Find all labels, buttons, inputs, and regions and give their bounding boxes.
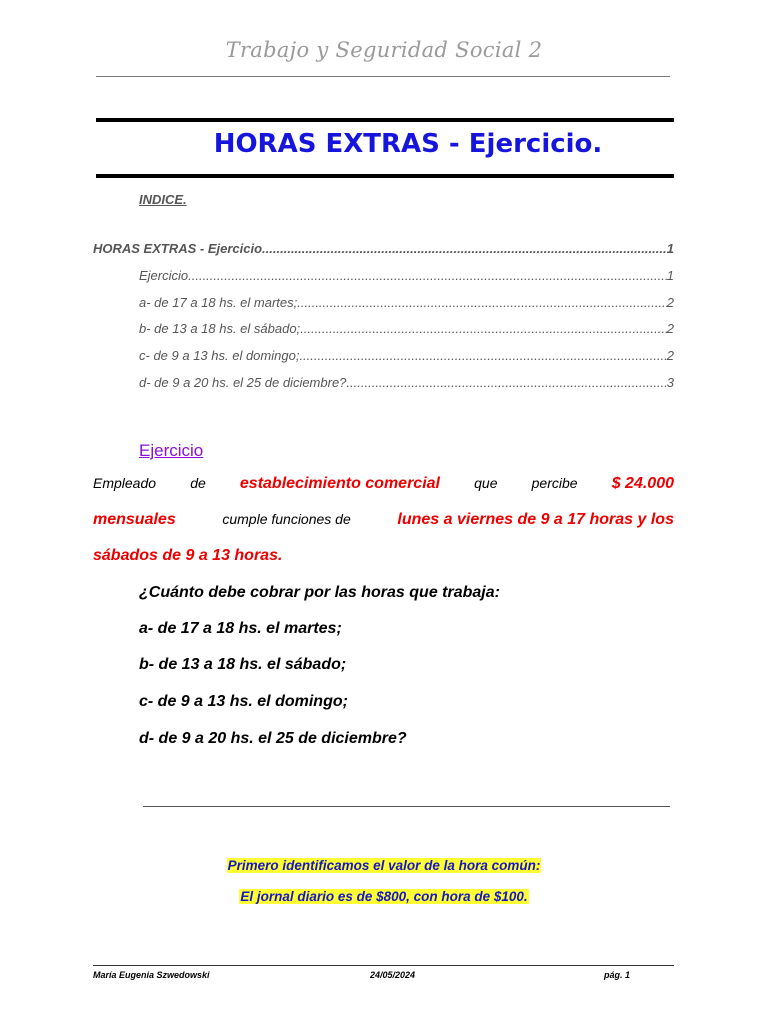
toc-entry[interactable] xyxy=(139,268,674,283)
toc-entry-text: Ejercicio xyxy=(139,268,189,283)
toc-entry[interactable] xyxy=(139,375,674,390)
toc-entry-page: 2 xyxy=(666,295,674,310)
toc-leader xyxy=(299,348,666,363)
question-item: c- de 9 a 13 hs. el domingo; xyxy=(139,693,348,710)
toc-leader xyxy=(346,375,666,390)
document-title: HORAS EXTRAS - Ejercicio. xyxy=(213,129,603,159)
toc-entry-page: 1 xyxy=(666,268,674,283)
footer-date: 24/05/2024 xyxy=(370,970,416,980)
highlight-line-2 xyxy=(0,888,768,906)
highlight-establishment: establecimiento comercial xyxy=(239,475,440,492)
toc-leader xyxy=(297,295,667,310)
footer-page-number: pág. 1 xyxy=(604,970,631,980)
toc-entry-page: 2 xyxy=(666,348,674,363)
footer-divider xyxy=(93,965,674,966)
paragraph-line-1 xyxy=(93,475,674,493)
toc-entry-text: d- de 9 a 20 hs. el 25 de diciembre? xyxy=(139,375,347,390)
para-word: de xyxy=(190,475,206,491)
toc-leader xyxy=(262,241,667,256)
highlighted-text: El jornal diario es de $800, con hora de $100. xyxy=(240,889,528,904)
para-word: que xyxy=(474,475,498,491)
highlight-salary: $ 24.000 xyxy=(611,475,674,492)
highlight-saturdays: sábados de 9 a 13 horas. xyxy=(93,547,283,564)
para-word: percibe xyxy=(531,475,578,491)
toc-entry-main[interactable] xyxy=(93,241,674,256)
index-heading: INDICE. xyxy=(139,192,187,207)
highlight-schedule: lunes a viernes de 9 a 17 horas y los xyxy=(397,511,674,528)
toc-entry-text: a- de 17 a 18 hs. el martes; xyxy=(139,295,298,310)
highlighted-text: Primero identificamos el valor de la hora común: xyxy=(227,858,541,873)
toc-entry-text: b- de 13 a 18 hs. el sábado; xyxy=(139,321,301,336)
para-word: Empleado xyxy=(93,475,157,491)
section-heading: Ejercicio xyxy=(139,441,204,460)
toc-entry-page: 3 xyxy=(666,375,674,390)
question-item: b- de 13 a 18 hs. el sábado; xyxy=(139,656,347,673)
running-header: Trabajo y Seguridad Social 2 xyxy=(225,38,543,62)
toc-leader xyxy=(300,321,667,336)
paragraph-line-3 xyxy=(93,547,674,565)
question-item: d- de 9 a 20 hs. el 25 de diciembre? xyxy=(139,730,407,747)
header-divider xyxy=(96,76,670,77)
toc-leader xyxy=(188,268,667,283)
paragraph-line-2 xyxy=(93,511,674,529)
toc-entry-page: 1 xyxy=(666,241,674,256)
question-item: a- de 17 a 18 hs. el martes; xyxy=(139,620,342,637)
title-rule-top xyxy=(96,118,674,122)
highlight-line-1 xyxy=(0,857,768,875)
toc-entry[interactable] xyxy=(139,295,674,310)
highlight-monthly: mensuales xyxy=(93,511,176,528)
question-text: ¿Cuánto debe cobrar por las horas que trabaja: xyxy=(139,584,500,601)
title-rule-bottom xyxy=(96,174,674,178)
toc-entry-page: 2 xyxy=(666,321,674,336)
section-divider xyxy=(143,806,670,807)
toc-entry-text: c- de 9 a 13 hs. el domingo; xyxy=(139,348,300,363)
toc-entry[interactable] xyxy=(139,348,674,363)
footer-author: María Eugenia Szwedowski xyxy=(93,970,210,980)
toc-entry[interactable] xyxy=(139,321,674,336)
para-words: cumple funciones de xyxy=(222,511,351,527)
toc-entry-text: HORAS EXTRAS - Ejercicio xyxy=(93,241,263,256)
